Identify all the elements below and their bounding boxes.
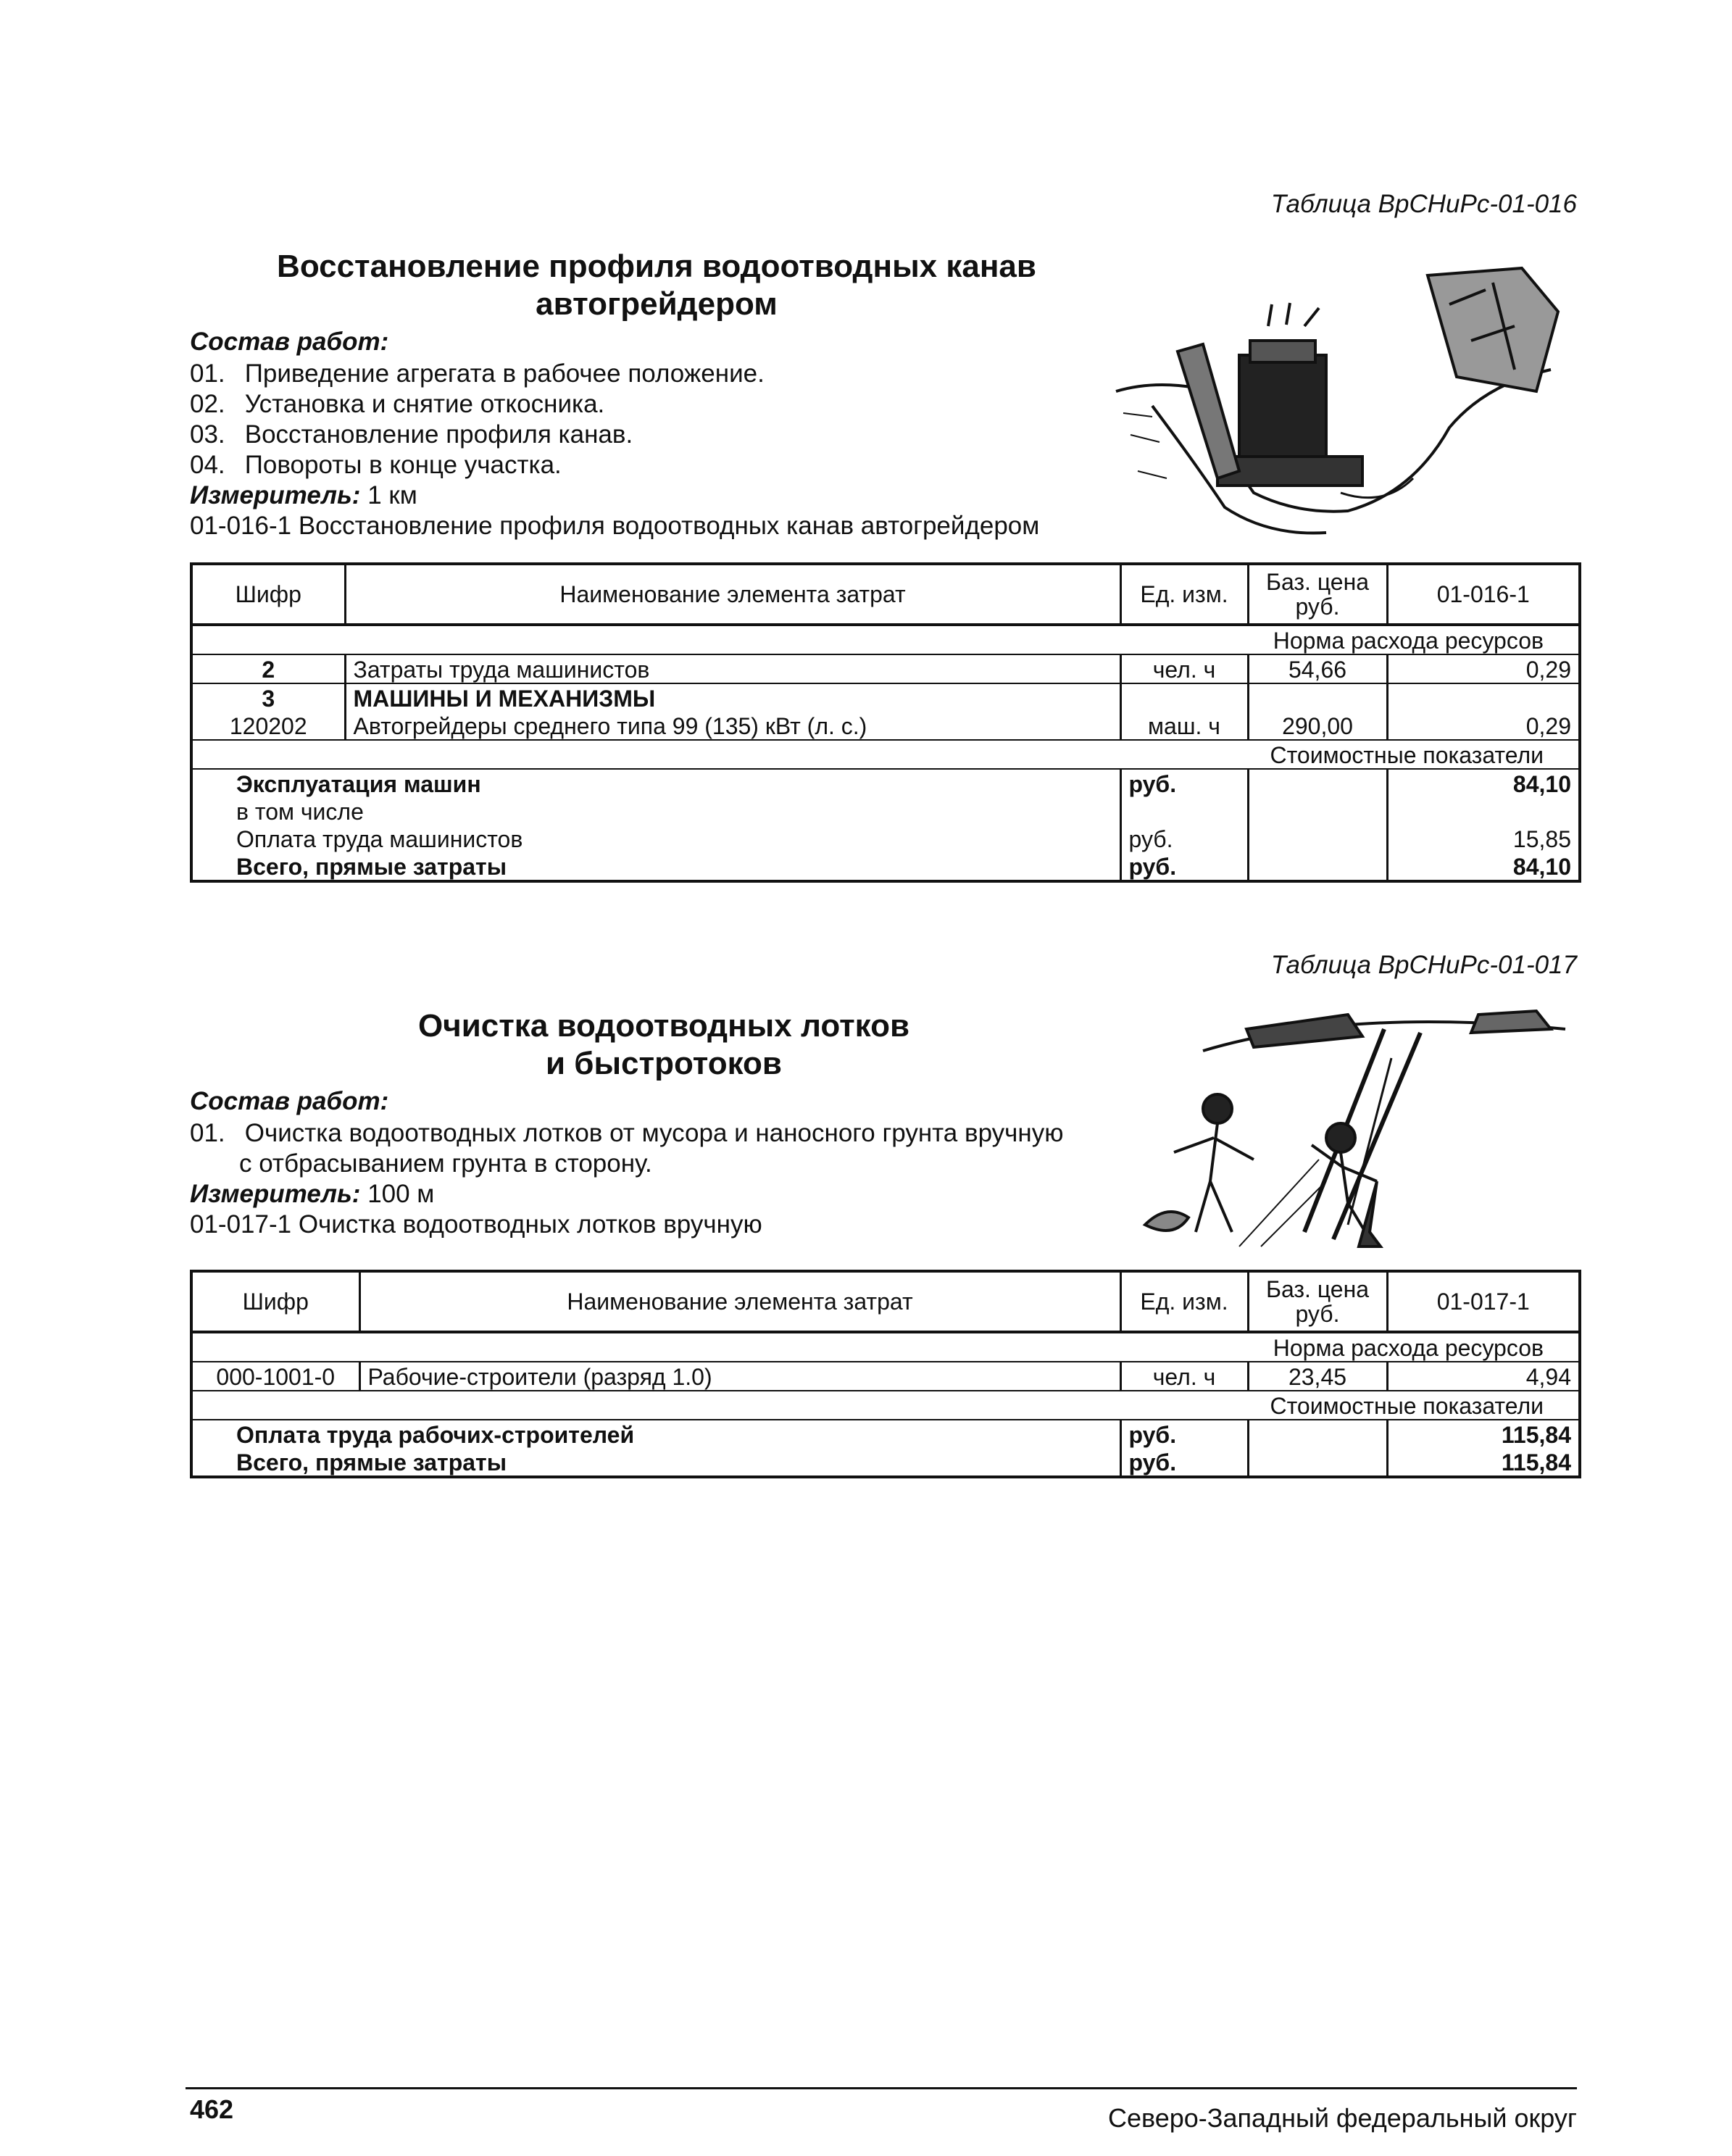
grader-cab	[1250, 341, 1315, 362]
slope-blade	[1178, 344, 1239, 478]
workers-illustration	[1131, 993, 1580, 1254]
cost-row: в том числе	[191, 797, 1580, 825]
section-title-line-1: Очистка водоотводных лотков	[417, 1008, 910, 1044]
step-item: 04. Повороты в конце участка.	[190, 451, 562, 479]
ditch-outline	[1116, 370, 1551, 512]
cost-row-total: Всего, прямые затраты руб. 84,10	[191, 852, 1580, 881]
table-row: 120202 Автогрейдеры среднего типа 99 (135) кВт (л. с.) маш. ч 290,00 0,29	[191, 712, 1580, 740]
work-composition	[190, 1087, 1154, 1239]
step-item-continuation: с отбрасыванием грунта в сторону.	[239, 1149, 652, 1178]
table-caption: Таблица ВрСНиРс-01-016	[1270, 190, 1577, 218]
drainage-chute	[1304, 1029, 1420, 1239]
worker-head	[1326, 1123, 1355, 1152]
slope-hatching	[1239, 1160, 1326, 1246]
header-price: Баз. цена руб.	[1248, 564, 1387, 625]
code-line: 01-016-1 Восстановление профиля водоотводных канав автогрейдером	[190, 512, 1040, 540]
work-composition	[190, 328, 1154, 541]
cost-row: Оплата труда машинистов руб. 15,85	[191, 825, 1580, 852]
table-header-row	[191, 564, 1580, 625]
norm-label-row: Норма расхода ресурсов	[191, 1332, 1580, 1362]
cost-table	[190, 1270, 1581, 1478]
table-row: 2 Затраты труда машинистов чел. ч 54,66 0,29	[191, 654, 1580, 683]
measurement-unit: Измеритель: 100 м	[190, 1180, 435, 1208]
header-price: Баз. цена руб.	[1248, 1271, 1387, 1332]
footer-divider	[186, 2087, 1577, 2089]
cost-label-row: Стоимостные показатели	[191, 1391, 1580, 1420]
footer-region: Северо-Западный федеральный округ	[1107, 2103, 1577, 2133]
header-code: Шифр	[191, 1271, 359, 1332]
shovel	[1359, 1181, 1381, 1246]
distant-truck	[1471, 1011, 1551, 1033]
section-title-line-1: Восстановление профиля водоотводных канав	[277, 249, 1036, 284]
sostav-label: Состав работ:	[190, 1087, 389, 1115]
code-line: 01-017-1 Очистка водоотводных лотков вручную	[190, 1210, 762, 1239]
table-row: 000-1001-0 Рабочие-строители (разряд 1.0) чел. ч 23,45 4,94	[191, 1362, 1580, 1391]
cost-row: Оплата труда рабочих-строителей руб. 115,84	[191, 1420, 1580, 1448]
header-name: Наименование элемента затрат	[345, 564, 1120, 625]
header-unit: Ед. изм.	[1120, 564, 1248, 625]
section-title-line-2: автогрейдером	[536, 286, 778, 322]
header-column-code: 01-016-1	[1387, 564, 1580, 625]
header-code: Шифр	[191, 564, 345, 625]
norm-label-row: Норма расхода ресурсов	[191, 625, 1580, 654]
cost-table	[190, 562, 1581, 883]
page-number: 462	[190, 2094, 234, 2124]
cost-row: Эксплуатация машин руб. 84,10	[191, 769, 1580, 797]
measurement-unit: Измеритель: 1 км	[190, 481, 417, 509]
step-item: 03. Восстановление профиля канав.	[190, 420, 633, 449]
header-name: Наименование элемента затрат	[359, 1271, 1120, 1332]
section-title	[186, 1007, 1142, 1083]
worker-head	[1203, 1094, 1232, 1123]
step-item: 01. Очистка водоотводных лотков от мусора и наносного грунта вручную	[190, 1119, 1064, 1147]
table-row: 3 МАШИНЫ И МЕХАНИЗМЫ	[191, 683, 1580, 712]
section-title-line-2: и быстротоков	[546, 1046, 782, 1081]
sostav-label: Состав работ:	[190, 328, 389, 356]
table-caption: Таблица ВрСНиРс-01-017	[1270, 951, 1577, 979]
grader-body	[1239, 355, 1326, 464]
section-title	[186, 248, 1128, 323]
step-item: 01. Приведение агрегата в рабочее положение.	[190, 359, 765, 388]
cost-row-total: Всего, прямые затраты руб. 115,84	[191, 1448, 1580, 1477]
grass-strokes	[1123, 413, 1167, 478]
step-item: 02. Установка и снятие откосника.	[190, 390, 605, 418]
motor-grader-illustration	[1109, 261, 1580, 544]
header-column-code: 01-017-1	[1387, 1271, 1580, 1332]
distant-vehicle	[1246, 1015, 1362, 1047]
cost-label-row: Стоимостные показатели	[191, 740, 1580, 769]
table-header-row	[191, 1271, 1580, 1332]
header-unit: Ед. изм.	[1120, 1271, 1248, 1332]
debris-pile	[1145, 1212, 1188, 1231]
motion-lines	[1268, 303, 1319, 326]
